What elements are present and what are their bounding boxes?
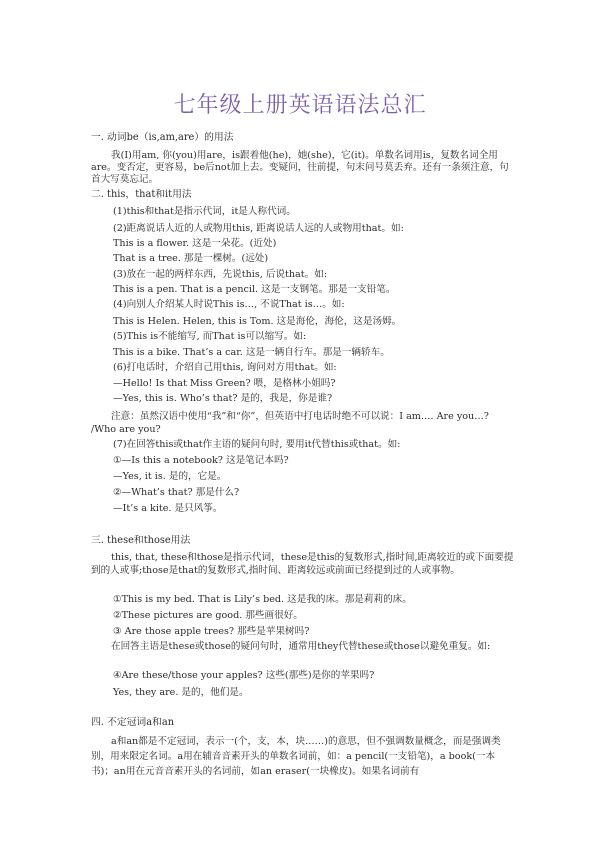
section-4-heading: 四. 不定冠词a和an: [91, 717, 175, 728]
section-2-note: 注意：虽然汉语中使用“我”和“你”，但英语中打电话时绝不可以说：I am…. Are you…? /Who are you?: [91, 411, 489, 435]
section-3-paragraph: this, that, these和those是指示代词，these是this的复数形式,指时间,距离较近的或下面要提到的人或事;those是that的复数形式,指时间、距离较远或前面已经提到过的人或事物。: [91, 552, 514, 576]
section-3-line: ②These pictures are good. 那些画很好。: [113, 610, 303, 621]
section-2-line: —Yes, it is. 是的，它是。: [113, 471, 227, 482]
section-2-line: (1)this和that是指示代词，it是人称代词。: [113, 206, 296, 217]
section-2-line: That is a tree. 那是一棵树。(远处): [113, 253, 269, 264]
section-4-paragraph: a和an都是不定冠词，表示一(个，支，本，块……)的意思，但不强调数量概念，而是强调类别，用来限定名词。a用在辅音音素开头的单数名词前，如：a pencil(一支铅笔)，a book(一本书)；an用在元音音素开头的名词前，如an eraser(一块橡皮)。如果名词前有: [91, 736, 501, 777]
section-2-line: —Hello! Is that Miss Green? 喂，是格林小姐吗?: [113, 378, 336, 389]
section-2-line: (5)This is不能缩写, 而That is可以缩写。如:: [113, 331, 307, 342]
section-2-line: (2)距离说话人近的人或物用this, 距离说话人远的人或物用that。如:: [113, 223, 404, 234]
section-2-line: This is a flower. 这是一朵花。(近处): [113, 238, 277, 249]
section-2-line: This is a bike. That’s a car. 这是一辆自行车。那是一辆轿车。: [113, 347, 390, 358]
section-3-line: ③ Are those apple trees? 那些是苹果树吗?: [113, 626, 310, 637]
section-2-heading: 二. this，that和it用法: [91, 189, 192, 200]
section-3-line: ①This is my bed. That is Lily’s bed. 这是我的床。那是莉莉的床。: [113, 594, 412, 605]
section-2-line: (7)在回答this或that作主语的疑问句时, 要用it代替this或that。如:: [113, 439, 401, 450]
section-2-line: (4)向别人介绍某人时说This is…, 不说That is…。如:: [113, 299, 345, 310]
section-1-heading: 一. 动词be（is,am,are）的用法: [91, 132, 234, 143]
section-1-paragraph: 我(I)用am, 你(you)用are，is跟着他(he)，她(she)，它(it)。单数名词用is，复数名词全用are。变否定，更容易，be后not加上去。变疑问，往前提，句末问号莫丢弃。还有一条须注意，句首大写莫忘记。: [91, 150, 509, 185]
page-title: 七年级上册英语语法总汇: [173, 93, 427, 118]
section-2-line: —It’s a kite. 是只风筝。: [113, 503, 223, 514]
section-3-line: Yes, they are. 是的，他们是。: [113, 687, 249, 698]
section-3-line: ④Are these/those your apples? 这些(那些)是你的苹果吗?: [113, 670, 375, 681]
section-2-line: ②—What’s that? 那是什么?: [113, 487, 240, 498]
section-2-line: This is a pen. That is a pencil. 这是一支钢笔。那是一支铅笔。: [113, 284, 396, 295]
section-3-paragraph-2: 在回答主语是these或those的疑问句时，通常用they代替these或those以避免重复。如:: [111, 641, 491, 652]
section-2-line: —Yes, this is. Who’s that? 是的，我是，你是谁?: [113, 393, 333, 404]
section-2-line: ①—Is this a notebook? 这是笔记本吗?: [113, 455, 289, 466]
section-3-heading: 三. these和those用法: [91, 535, 191, 546]
section-2-line: (3)放在一起的两样东西，先说this, 后说that。如:: [113, 269, 328, 280]
section-2-line: (6)打电话时，介绍自己用this, 询问对方用that。如:: [113, 362, 337, 373]
section-2-line: This is Helen. Helen, this is Tom. 这是海伦，海伦，这是汤姆。: [113, 316, 402, 327]
